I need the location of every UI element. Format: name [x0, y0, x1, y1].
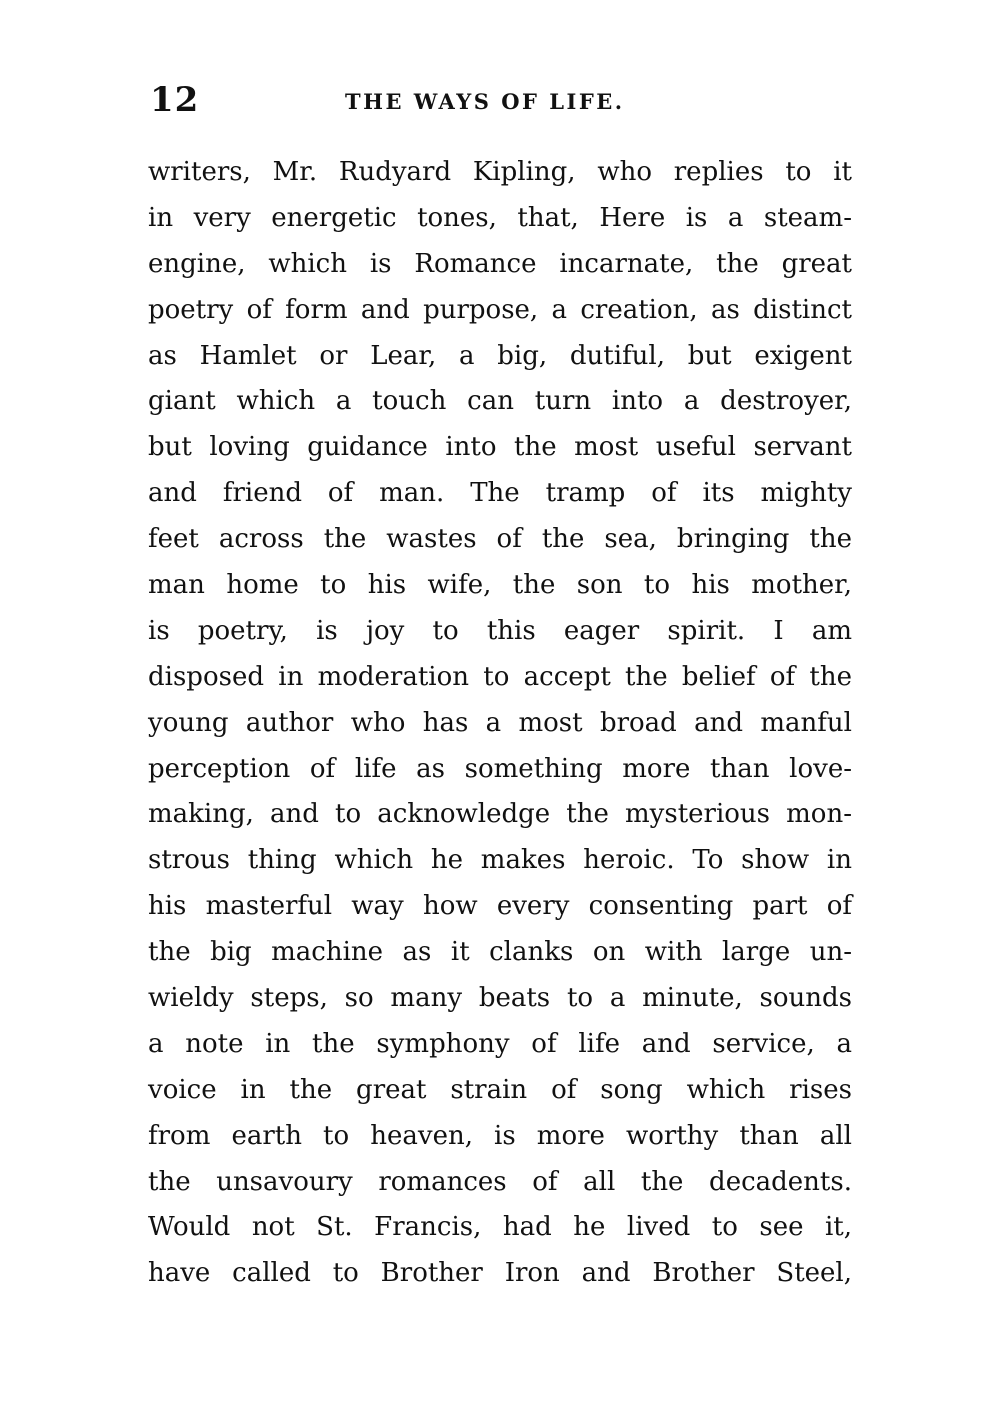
text-line: perception of life as something more than love- — [148, 753, 852, 784]
running-head — [150, 78, 853, 128]
text-line: from earth to heaven, is more worthy than all — [148, 1120, 852, 1151]
text-line: giant which a touch can turn into a destroyer, — [148, 386, 852, 417]
text-line: but loving guidance into the most useful servant — [148, 432, 852, 463]
text-line: Would not St. Francis, had he lived to see it, — [148, 1212, 852, 1243]
body-text — [148, 150, 852, 1297]
text-line: is poetry, is joy to this eager spirit. I am — [148, 615, 852, 646]
text-line: young author who has a most broad and manful — [148, 707, 852, 738]
text-line: voice in the great strain of song which rises — [148, 1074, 852, 1105]
text-line: strous thing which he makes heroic. To show in — [148, 845, 852, 876]
text-line: making, and to acknowledge the mysterious mon- — [148, 799, 852, 830]
page-number: 12 — [150, 80, 200, 120]
text-line: feet across the wastes of the sea, bringing the — [148, 524, 852, 555]
text-line: the big machine as it clanks on with large un- — [148, 937, 852, 968]
text-line: man home to his wife, the son to his mother, — [148, 570, 852, 601]
text-line: wieldy steps, so many beats to a minute, sounds — [148, 983, 852, 1014]
text-line: the unsavoury romances of all the decadents. — [148, 1166, 852, 1197]
text-line: and friend of man. The tramp of its mighty — [148, 478, 852, 509]
text-line: disposed in moderation to accept the belief of the — [148, 661, 852, 692]
text-line: poetry of form and purpose, a creation, as distinct — [148, 294, 852, 325]
text-line: a note in the symphony of life and service, a — [148, 1028, 852, 1059]
text-line: his masterful way how every consenting part of — [148, 891, 852, 922]
running-title: THE WAYS OF LIFE. — [345, 89, 625, 114]
text-line: in very energetic tones, that, Here is a steam- — [148, 202, 852, 233]
text-line: writers, Mr. Rudyard Kipling, who replies to it — [148, 157, 852, 187]
text-line: as Hamlet or Lear, a big, dutiful, but exigent — [148, 340, 852, 371]
text-line: have called to Brother Iron and Brother Steel, — [148, 1258, 852, 1289]
text-line: engine, which is Romance incarnate, the great — [148, 248, 852, 279]
